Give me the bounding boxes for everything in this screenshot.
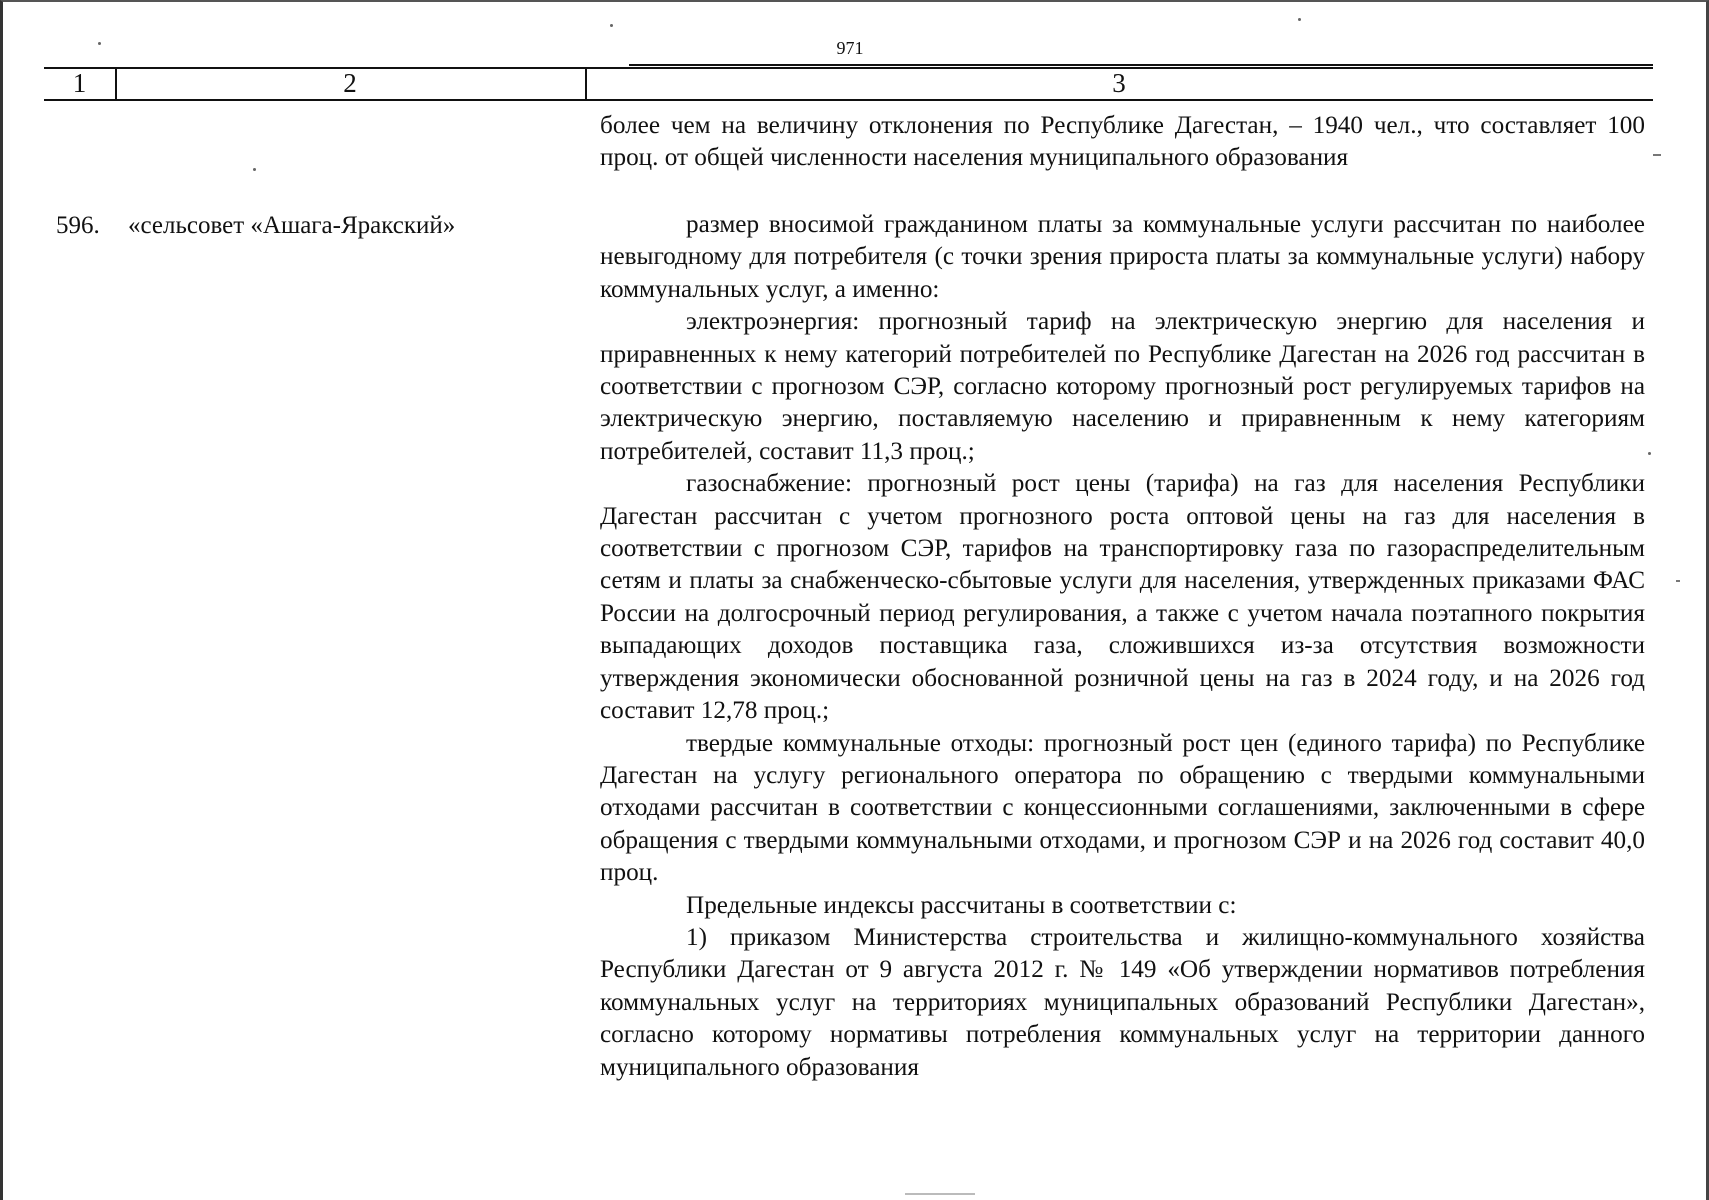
scan-smudge: [905, 1193, 975, 1195]
continuation-text-block: [600, 110, 1645, 175]
scan-speck: [253, 168, 256, 171]
scan-speck: [1298, 18, 1301, 21]
scan-speck: [1653, 154, 1661, 156]
entry-paragraph: электроэнергия: прогнозный тариф на электрическую энергию для населения и приравненных к нему категорий потребителей по Республике Дагестан на 2026 год рассчитан в соответствии с прогнозом СЭР, согласно которому прогнозный рост регулируемых тарифов на электрическую энергию, поставляемую населению и приравненным к нему категориям потребителей, составит 11,3 проц.;: [600, 308, 1645, 465]
header-bottom-rule: [44, 99, 1653, 101]
column-header-1: 1: [72, 68, 87, 98]
entry-paragraph: газоснабжение: прогнозный рост цены (тарифа) на газ для населения Республики Дагестан рассчитан с учетом прогнозного роста оптовой цены на газ для населения в соответствии с прогнозом СЭР, тарифов на транспортировку газа по газораспределительным сетям и платы за снабженческо-сбытовые услуги для населения, утвержденных приказами ФАС России на долгосрочный период регулирования, а также с учетом начала поэтапного покрытия выпадающих доходов поставщика газа, сложившихся из-за отсутствия возможности утверждения экономически обоснованной розничной цены на газ в 2024 году, и на 2026 год составит 12,78 проц.;: [600, 470, 1645, 725]
entry-paragraph: Предельные индексы рассчитаны в соответствии с:: [686, 891, 1237, 919]
entry-number: 596.: [56, 212, 100, 239]
entry-paragraph: 1) приказом Министерства строительства и жилищно-коммунального хозяйства Республики Дагестан от 9 августа 2012 г. № 149 «Об утверждении нормативов потребления коммунальных услуг на территориях муниципальных образований Республики Дагестан», согласно которому нормативы потребления коммунальных услуг на территории данного муниципального образования: [600, 923, 1645, 1081]
entry-paragraph: твердые коммунальные отходы: прогнозный рост цен (единого тарифа) по Республике Дагестан на услугу регионального оператора по обращению с твердыми коммунальными отходами рассчитан в соответствии с концессионными соглашениями, заключенными в сфере обращения с твердыми коммунальными отходами, и прогнозом СЭР и на 2026 год составит 40,0 проц.: [600, 729, 1645, 887]
column-header-3: 3: [1112, 68, 1126, 98]
scan-speck: [1676, 580, 1680, 582]
page-number: 971: [836, 38, 864, 58]
scan-speck: [98, 42, 101, 45]
continuation-paragraph: более чем на величину отклонения по Республике Дагестан, – 1940 чел., что составляет 100 проц. от общей численности населения муниципального образования: [600, 112, 1645, 172]
column-header-2: 2: [343, 68, 357, 98]
column-header-row: [44, 60, 1653, 100]
header-top-rule: [629, 64, 1653, 66]
entry-name: «сельсовет «Ашага-Яракский»: [128, 212, 456, 239]
entry-paragraph: размер вносимой гражданином платы за коммунальные услуги рассчитан по наиболее невыгодному для потребителя (с точки зрения прироста платы за коммунальные услуги) набору коммунальных услуг, а именно:: [600, 211, 1645, 303]
entry-description-block: [600, 209, 1645, 1084]
scan-speck: [1648, 452, 1651, 455]
scan-speck: [610, 24, 613, 27]
